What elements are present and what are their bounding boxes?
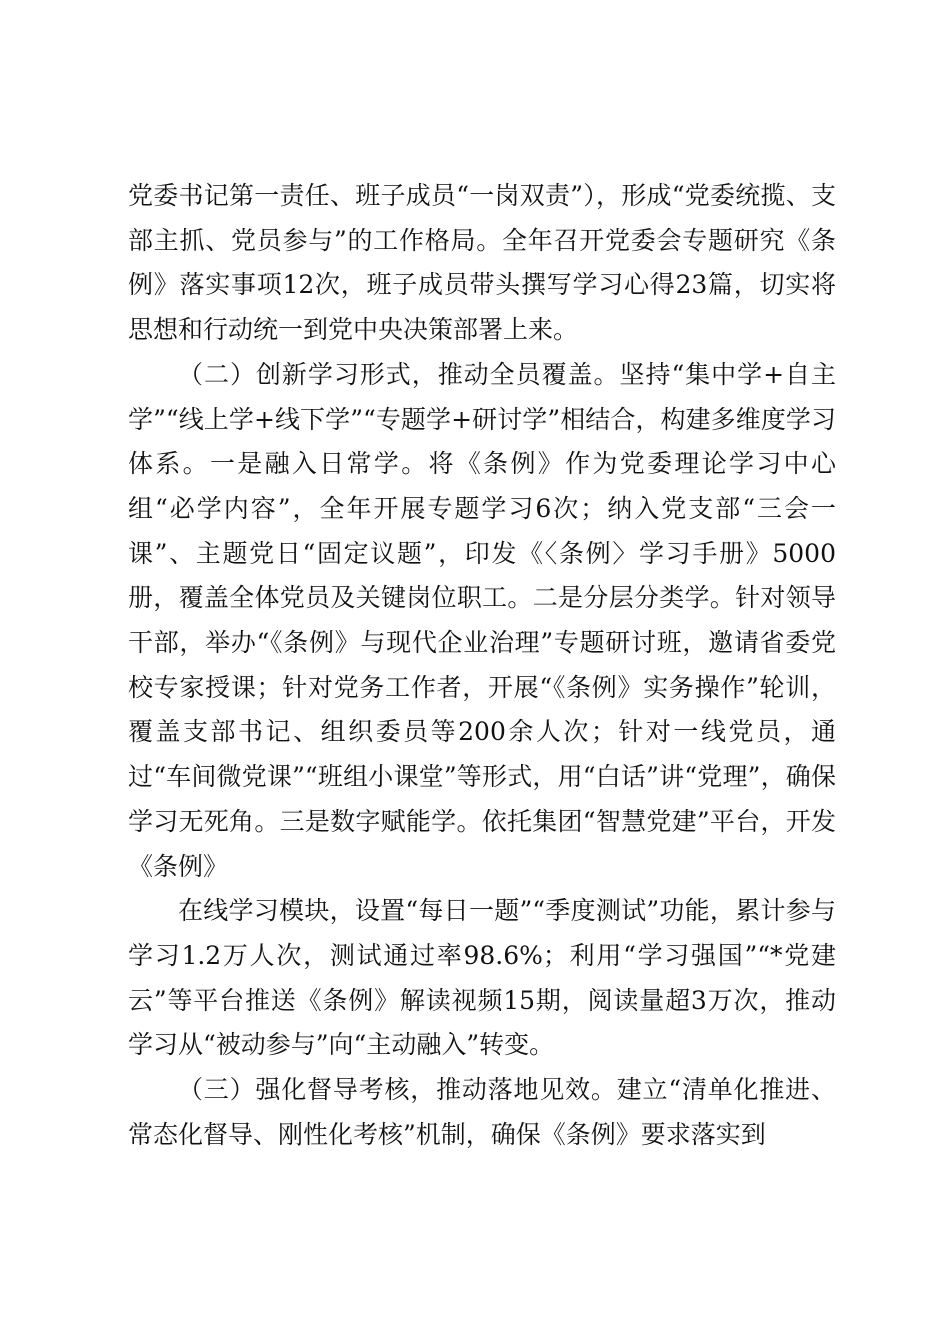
paragraph-2: （二）创新学习形式，推动全员覆盖。坚持“集中学+自主学”“线上学+线下学”“专题学+研讨学”相结合，构建多维度学习体系。一是融入日常学。将《条例》作为党委理论学习中心组“必学内容”，全年开展专题学习6次；纳入党支部“三会一课”、主题党日“固定议题”，印发《〈条例〉学习手册》5000册，覆盖全体党员及关键岗位职工。二是分层分类学。针对领导干部，举办“《条例》与现代企业治理”专题研讨班，邀请省委党校专家授课；针对党务工作者，开展“《条例》实务操作”轮训，覆盖支部书记、组织委员等200余人次；针对一线党员，通过“车间微党课”“班组小课堂”等形式，用“白话”讲“党理”，确保学习无死角。三是数字赋能学。依托集团“智慧党建”平台，开发《条例》 xyxy=(128,359,836,881)
paragraph-3: 在线学习模块，设置“每日一题”“季度测试”功能，累计参与学习1.2万人次，测试通过率98.6%；利用“学习强国”“*党建云”等平台推送《条例》解读视频15期，阅读量超3万次，推动学习从“被动参与”向“主动融入”转变。 xyxy=(128,896,836,1060)
document-body xyxy=(128,174,836,1157)
paragraph-1: 党委书记第一责任、班子成员“一岗双责”），形成“党委统揽、支部主抓、党员参与”的工作格局。全年召开党委会专题研究《条例》落实事项12次，班子成员带头撰写学习心得23篇，切实将思想和行动统一到党中央决策部署上来。 xyxy=(128,181,836,345)
paragraph-4: （三）强化督导考核，推动落地见效。建立“清单化推进、常态化督导、刚性化考核”机制，确保《条例》要求落实到 xyxy=(128,1075,836,1149)
